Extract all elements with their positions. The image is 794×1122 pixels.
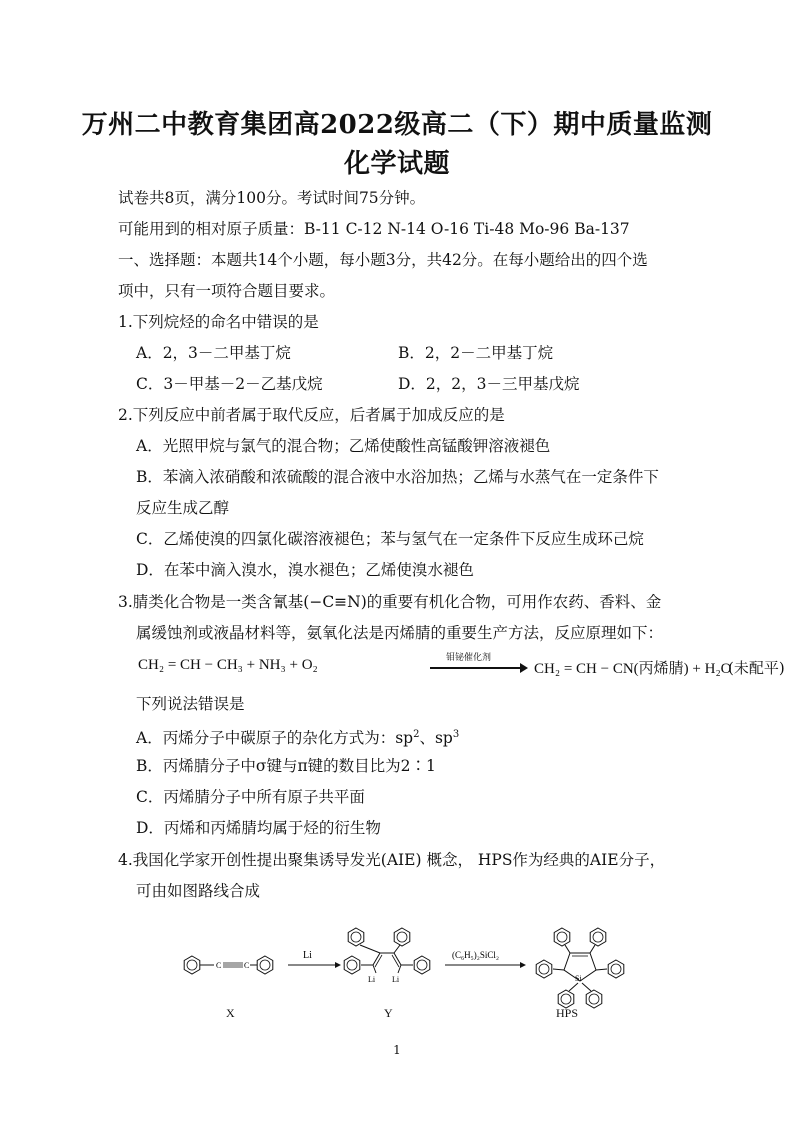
label-x: X <box>226 1006 235 1020</box>
q4-stem-line2: 可由如图路线合成 <box>136 882 261 900</box>
reagent-li: Li <box>303 950 312 961</box>
q1-stem: 1.下列烷烃的命名中错误的是 <box>118 313 319 331</box>
exam-subtitle: 化学试题 <box>343 149 450 179</box>
page-number: 1 <box>393 1043 401 1057</box>
section-heading-line1: 一、选择题：本题共14个小题，每小题3分，共42分。在每小题给出的四个选 <box>118 251 648 269</box>
q4-stem-line1: 4.我国化学家开创性提出聚集诱导发光(AIE) 概念， HPS作为经典的AIE分子， <box>118 851 666 869</box>
q1-option-d: D．2，2，3－三甲基戊烷 <box>398 375 580 393</box>
q3-option-d: D．丙烯和丙烯腈均属于烃的衍生物 <box>136 819 381 837</box>
q2-option-a: A．光照甲烷与氯气的混合物；乙烯使酸性高锰酸钾溶液褪色 <box>136 437 551 455</box>
q3-option-c: C．丙烯腈分子中所有原子共平面 <box>136 788 365 806</box>
q2-option-b-line1: B．苯滴入浓硝酸和浓硫酸的混合液中水浴加热；乙烯与水蒸气在一定条件下 <box>136 468 659 486</box>
compound-hps-structure <box>536 928 624 1008</box>
exam-title: 万州二中教育集团高2022级高二（下）期中质量监测 <box>81 110 713 140</box>
exam-info: 试卷共8页，满分100分。考试时间75分钟。 <box>118 189 426 207</box>
q3-stem-line1: 3.腈类化合物是一类含氰基(−C≡N)的重要有机化合物，可用作农药、香料、金 <box>118 593 662 611</box>
equation-products: CH₂ = CH − CN(丙烯腈) + H₂O <box>534 661 732 677</box>
reagent-diphenylsilyl-dichloride: (C₆H₅)₂SiCl₂ <box>452 950 500 960</box>
compound-y-structure <box>344 928 430 984</box>
label-y: Y <box>384 1006 393 1020</box>
q3-option-b: B．丙烯腈分子中σ键与π键的数目比为2∶1 <box>136 757 436 775</box>
q2-stem: 2.下列反应中前者属于取代反应，后者属于加成反应的是 <box>118 406 505 424</box>
q2-option-b-line2: 反应生成乙醇 <box>136 499 230 517</box>
svg-text:Li: Li <box>392 975 400 984</box>
q1-option-a: A．2，3－二甲基丁烷 <box>136 344 291 362</box>
equation-note: (未配平) <box>728 659 785 677</box>
q2-option-d: D．在苯中滴入溴水，溴水褪色；乙烯使溴水褪色 <box>136 561 474 579</box>
atomic-masses: 可能用到的相对原子质量：B-11 C-12 N-14 O-16 Ti-48 Mo-96 Ba-137 <box>118 220 630 238</box>
reaction-equation <box>138 652 785 682</box>
reaction-arrow-icon <box>430 667 526 669</box>
q3-stem-line2: 属缓蚀剂或液晶材料等，氨氧化法是丙烯腈的重要生产方法，反应原理如下： <box>136 624 664 642</box>
q3-ask: 下列说法错误是 <box>136 695 245 713</box>
q1-option-c: C．3－甲基－2－乙基戊烷 <box>136 375 323 393</box>
label-hps: HPS <box>556 1006 579 1020</box>
q2-option-c: C．乙烯使溴的四氯化碳溶液褪色；苯与氢气在一定条件下反应生成环己烷 <box>136 530 644 548</box>
q1-option-b: B．2，2－二甲基丁烷 <box>398 344 554 362</box>
equation-catalyst: 钼铋催化剂 <box>446 652 492 662</box>
equation-reactants: CH₂ = CH − CH₃ + NH₃ + O₂ <box>138 657 318 673</box>
section-heading-line2: 项中，只有一项符合题目要求。 <box>118 282 336 300</box>
svg-text:Li: Li <box>368 975 376 984</box>
compound-x-structure <box>184 956 273 974</box>
q3-option-a: A．丙烯分子中碳原子的杂化方式为：$sp^2$、$sp^3$ <box>136 729 460 748</box>
svg-text:C: C <box>216 961 222 970</box>
svg-text:C: C <box>244 961 250 970</box>
svg-text:Si: Si <box>575 974 582 983</box>
